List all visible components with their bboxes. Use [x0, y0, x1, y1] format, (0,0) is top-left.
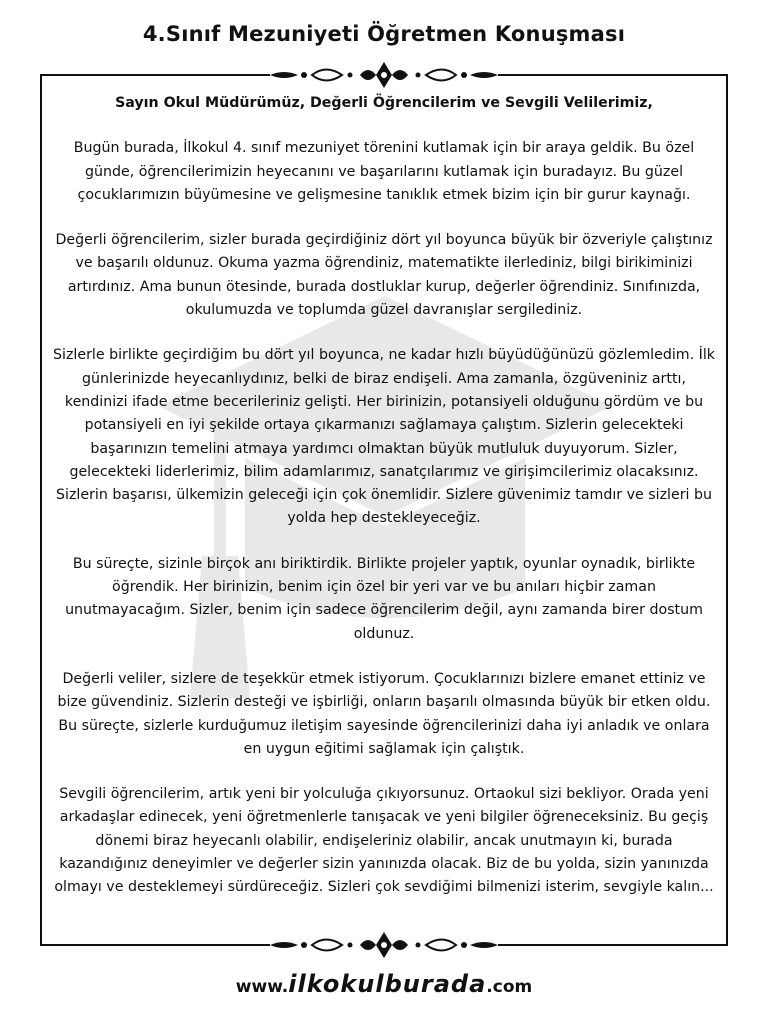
top-ornament-icon: [264, 60, 504, 90]
speech-paragraph: Sevgili öğrencilerim, artık yeni bir yolculuğa çıkıyorsunuz. Ortaokul sizi bekliyor. Orada yeni arkadaşlar edinecek, yeni öğretmenlerle tanışacak ve yeni bilgiler öğreneceksiniz. Bu geçiş dönemi biraz heyecanlı olabilir, endişeleriniz olabilir, ancak unutmayın ki, burada kazandığınız deneyimler ve değerler sizin yanınızda olacak. Biz de bu yolda, sizin yanınızda olmayı ve desteklemeyi sürdüreceğiz. Sizleri çok sevdiğimi bilmenizi isterim, sevgiyle kalın...: [54, 786, 714, 896]
bottom-border-left: [40, 944, 270, 946]
bottom-ornament-icon: [264, 930, 504, 960]
page-title: 4.Sınıf Mezuniyeti Öğretmen Konuşması: [142, 22, 626, 46]
website-footer: [0, 970, 768, 998]
bottom-border-right: [498, 944, 728, 946]
footer-brand: ilkokulburada: [288, 970, 487, 998]
greeting-line: Sayın Okul Müdürümüz, Değerli Öğrencilerim ve Sevgili Velilerimiz,: [115, 95, 653, 111]
footer-prefix: www.: [235, 977, 289, 997]
speech-paragraph: Değerli öğrencilerim, sizler burada geçirdiğiniz dört yıl boyunca büyük bir özveriyle çalıştınız ve başarılı oldunuz. Okuma yazma öğrendiniz, matematikte ilerlediniz, bilgi birikiminizi artırdınız. Ama bunun ötesinde, burada dostluklar kurup, değerler öğrendiniz. Sınıfınızda, okulumuzda ve toplumda güzel davranışlar sergilediniz.: [55, 232, 713, 319]
top-border-left: [40, 74, 270, 76]
speech-paragraph: Değerli veliler, sizlere de teşekkür etmek istiyorum. Çocuklarınızı bizlere emanet ettiniz ve bize güvendiniz. Sizlerin desteği ve işbirliği, onların başarılı olmasında büyük bir etken oldu. Bu süreçte, sizlerle kurduğumuz iletişim sayesinde öğrencilerinizi daha iyi anladık ve onlara en uygun eğitimi sağlamak için çalıştık.: [57, 670, 711, 757]
speech-paragraph: Bu süreçte, sizinle birçok anı biriktirdik. Birlikte projeler yaptık, oyunlar oynadık, birlikte öğrendik. Her birinizin, benim için özel bir yeri var ve bu anıları hiçbir zaman unutmayacağım. Sizler, benim için sadece öğrencilerim değil, aynı zamanda birer dostum oldunuz.: [65, 555, 703, 642]
speech-paragraph: Bugün burada, İlkokul 4. sınıf mezuniyet törenini kutlamak için bir araya geldik. Bu özel günde, öğrencilerimizin heyecanını ve başarılarını kutlamak için buradayız. Bu güzel çocuklarımızın büyümesine ve gelişmesine tanıklık etmek bizim için bir gurur kaynağı.: [73, 140, 695, 203]
top-border-right: [498, 74, 728, 76]
speech-body: [52, 92, 716, 900]
footer-suffix: .com: [486, 977, 533, 997]
speech-paragraph: Sizlerle birlikte geçirdiğim bu dört yıl boyunca, ne kadar hızlı büyüdüğünüzü gözlemledim. İlk günlerinizde heyecanlıydınız, belki de biraz endişeli. Ama zamanla, özgüveniniz arttı, kendinizi ifade etme becerileriniz gelişti. Her birinizin, potansiyeli olduğunu gördüm ve bu potansiyeli en iyi şekilde ortaya çıkarmanızı sağlamaya çalıştım. Sizlerin gelecekteki başarınızın temelini atmaya yardımcı olmaktan büyük mutluluk duyuyorum. Sizler, gelecekteki liderlerimiz, bilim adamlarımız, sanatçılarımız ve girişimcilerimiz olacaksınız. Sizlerin başarısı, ülkemizin geleceği için çok önemlidir. Sizlere güvenimiz tamdır ve sizleri bu yolda hep destekleyeceğiz.: [53, 347, 715, 527]
